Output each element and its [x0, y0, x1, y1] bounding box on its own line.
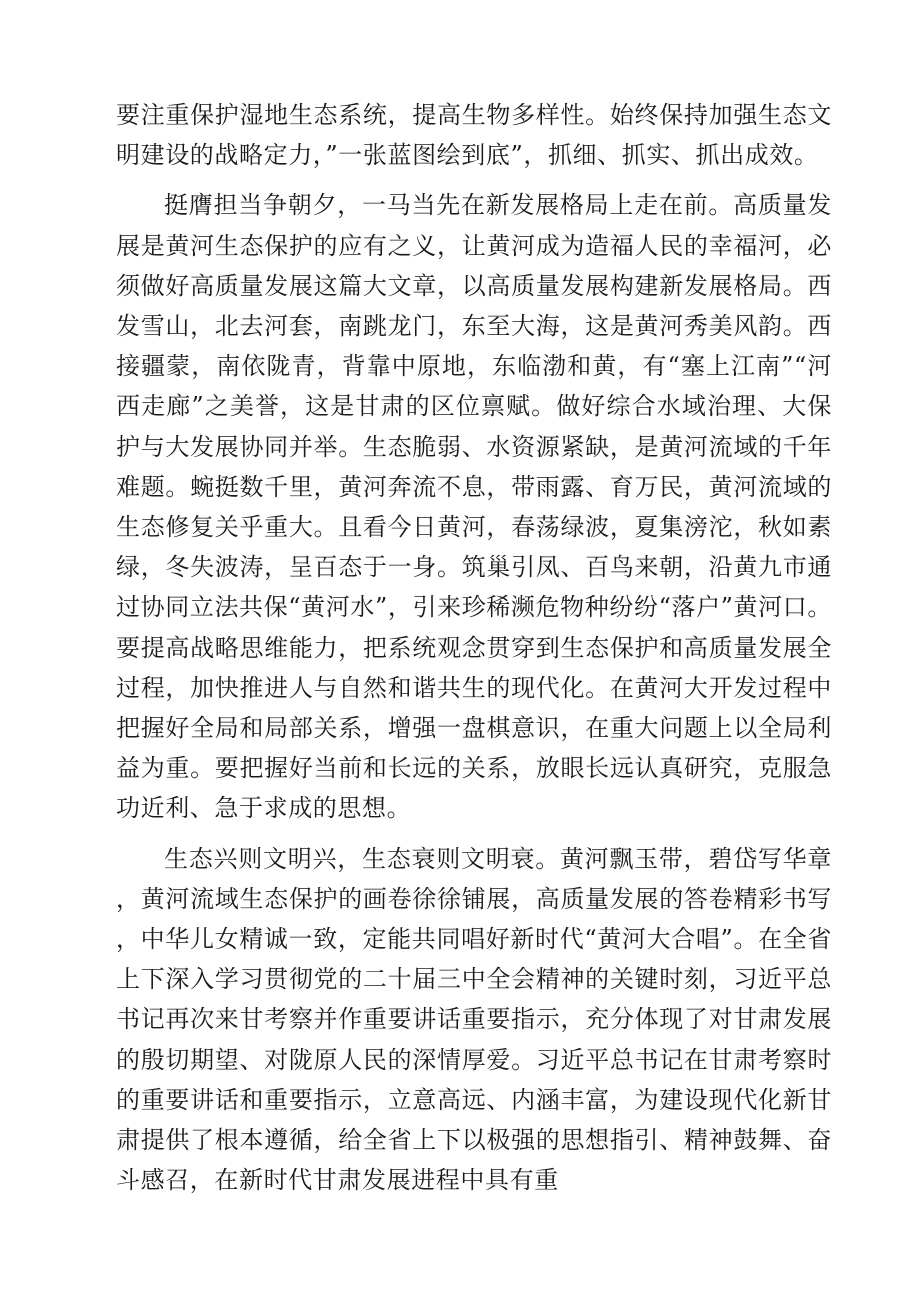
document-body [116, 95, 832, 1200]
paragraph-high-quality-development: 挺膺担当争朝夕，一马当先在新发展格局上走在前。高质量发展是黄河生态保护的应有之义，让黄河成为造福人民的幸福河，必须做好高质量发展这篇大文章，以高质量发展构建新发展格局。西发雪山，北去河套，南跳龙门，东至大海，这是黄河秀美风韵。西接疆蒙，南依陇青，背靠中原地，东临渤和黄，有“塞上江南”“河西走廊”之美誉，这是甘肃的区位禀赋。做好综合水域治理、大保护与大发展协同并举。生态脆弱、水资源紧缺，是黄河流域的千年难题。蜿挺数千里，黄河奔流不息，带雨露、育万民，黄河流域的生态修复关乎重大。且看今日黄河，春荡绿波，夏集滂沱，秋如素绿，冬失波涛，呈百态于一身。筑巢引凤、百鸟来朝，沿黄九市通过协同立法共保“黄河水”，引来珍稀濒危物种纷纷“落户”黄河口。要提高战略思维能力，把系统观念贯穿到生态保护和高质量发展全过程，加快推进人与自然和谐共生的现代化。在黄河大开发过程中把握好全局和局部关系，增强一盘棋意识，在重大问题上以全局利益为重。要把握好当前和长远的关系，放眼长远认真研究，克服急功近利、急于求成的思想。 [116, 191, 832, 823]
paragraph-ecology-civilization: 生态兴则文明兴，生态衰则文明衰。黄河飘玉带，碧岱写华章，黄河流域生态保护的画卷徐徐铺展，高质量发展的答卷精彩书写，中华儿女精诚一致，定能共同唱好新时代“黄河大合唱”。在全省上下深入学习贯彻党的二十届三中全会精神的关键时刻，习近平总书记再次来甘考察并作重要讲话重要指示，充分体现了对甘肃发展的殷切期望、对陇原人民的深情厚爱。习近平总书记在甘肃考察时的重要讲话和重要指示，立意高远、内涵丰富，为建设现代化新甘肃提供了根本遵循，给全省上下以极强的思想指引、精神鼓舞、奋斗感召，在新时代甘肃发展进程中具有重 [116, 844, 832, 1195]
paragraph-continuation: 要注重保护湿地生态系统，提高生物多样性。始终保持加强生态文明建设的战略定力，”一张蓝图绘到底”，抓细、抓实、抓出成效。 [116, 101, 832, 170]
